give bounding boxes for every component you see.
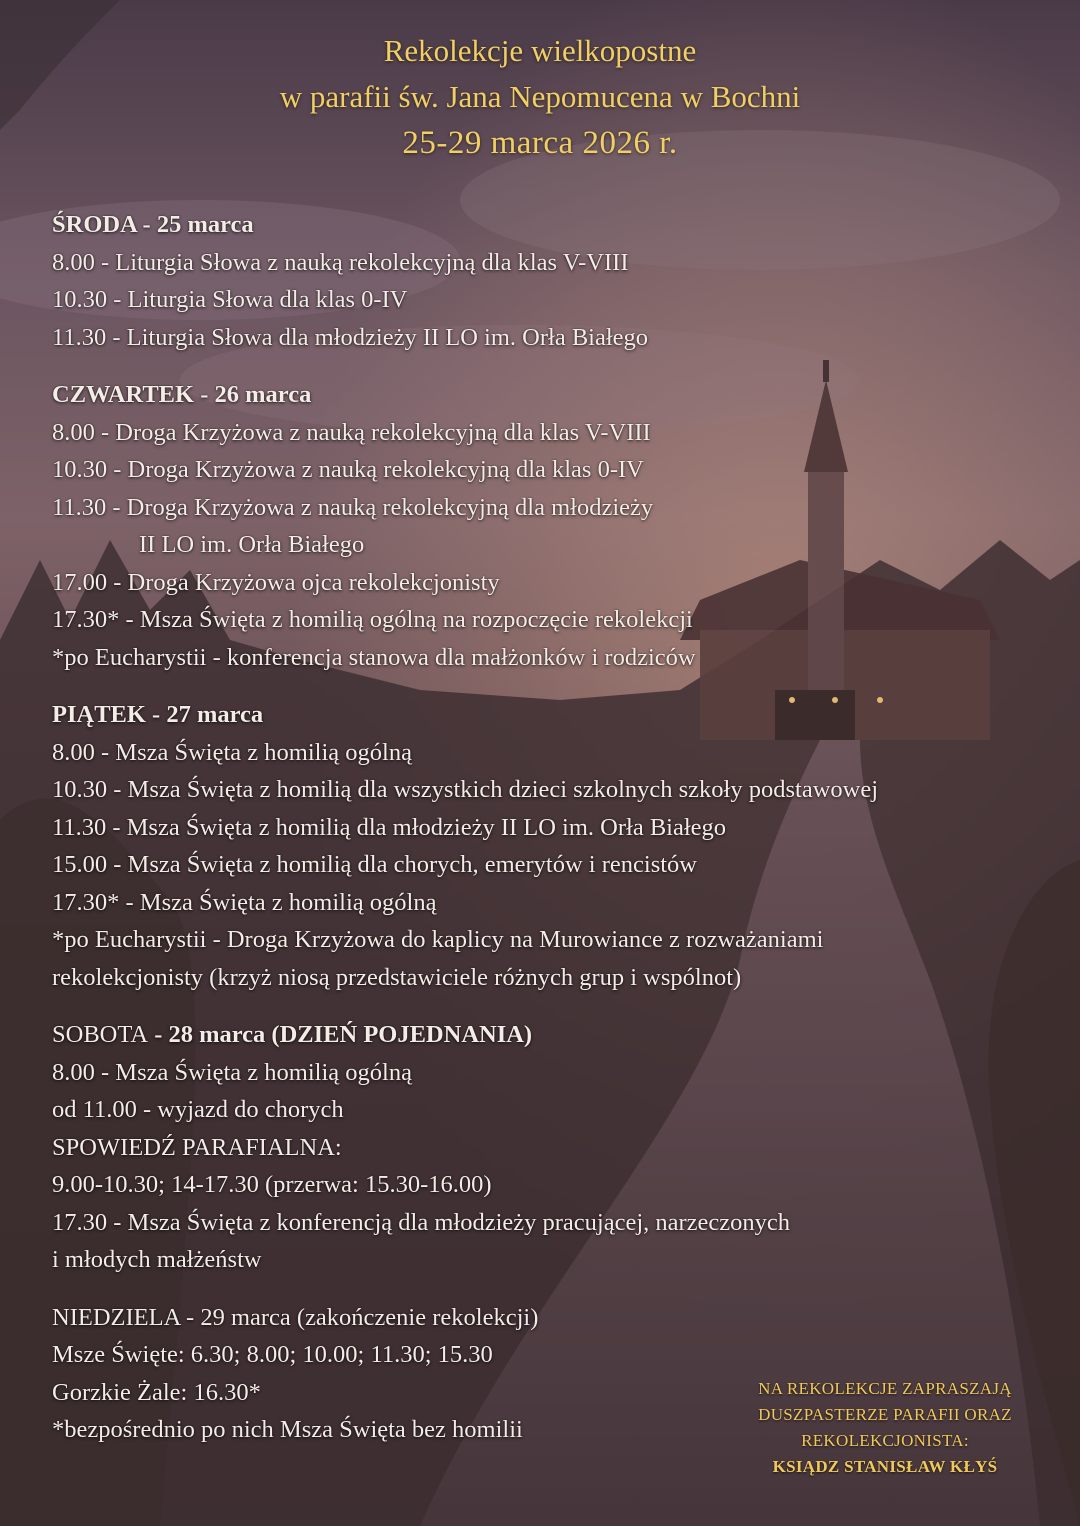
- schedule-note: *bezpośrednio po nich Msza Święta bez homilii: [52, 1416, 523, 1443]
- title-line-2: w parafii św. Jana Nepomucena w Bochni: [279, 79, 801, 114]
- schedule-item: 17.30* - Msza Święta z homilią ogólną: [52, 888, 437, 916]
- invite-line-2: DUSZPASTERZE PARAFII ORAZ: [758, 1405, 1012, 1424]
- day-piatek: [52, 696, 1042, 996]
- day-sroda: [52, 206, 1042, 356]
- invite-line-4: KSIĄDZ STANISŁAW KŁYŚ: [772, 1457, 998, 1476]
- confession-hours: 9.00-10.30; 14-17.30 (przerwa: 15.30-16.00): [52, 1171, 492, 1198]
- schedule-item: 11.30 - Droga Krzyżowa z nauką rekolekcyjną dla młodzieży: [52, 493, 654, 521]
- schedule-item: od 11.00 - wyjazd do chorych: [52, 1096, 344, 1123]
- day-heading: PIĄTEK - 27 marca: [52, 701, 264, 728]
- day-heading: ŚRODA - 25 marca: [52, 211, 254, 238]
- schedule-item: 15.00 - Msza Święta z homilią dla chorych, emerytów i rencistów: [52, 851, 697, 878]
- schedule-item: 17.30* - Msza Święta z homilią ogólną na rozpoczęcie rekolekcji: [52, 606, 693, 633]
- schedule-item: 10.30 - Liturgia Słowa dla klas 0-IV: [52, 286, 408, 313]
- day-heading-name: SOBOTA: [52, 1021, 149, 1048]
- schedule-note: *po Eucharystii - konferencja stanowa dla małżonków i rodziców: [52, 643, 696, 671]
- day-heading: [52, 1016, 1042, 1054]
- schedule-note: *po Eucharystii - Droga Krzyżowa do kaplicy na Murowiance z rozważaniami: [52, 926, 824, 953]
- schedule-item: 11.30 - Msza Święta z homilią dla młodzieży II LO im. Orła Białego: [52, 813, 727, 841]
- day-heading: NIEDZIELA - 29 marca (zakończenie rekolekcji): [52, 1303, 539, 1331]
- invite-line-3: REKOLEKCJONISTA:: [801, 1431, 969, 1450]
- confession-heading: SPOWIEDŹ PARAFIALNA:: [52, 1133, 342, 1161]
- day-czwartek: [52, 376, 1042, 676]
- schedule-item-continuation: II LO im. Orła Białego: [139, 531, 365, 558]
- schedule: [52, 206, 1042, 1469]
- schedule-item: Gorzkie Żale: 16.30*: [52, 1378, 261, 1406]
- schedule-item: 10.30 - Droga Krzyżowa z nauką rekolekcyjną dla klas 0-IV: [52, 456, 644, 483]
- invite-line-1: NA REKOLEKCJE ZAPRASZAJĄ: [758, 1379, 1012, 1398]
- day-sobota: [52, 1016, 1042, 1279]
- schedule-item-continuation: i młodych małżeństw: [52, 1246, 262, 1273]
- title-line-3: 25-29 marca 2026 r.: [402, 125, 678, 161]
- schedule-item: 8.00 - Msza Święta z homilią ogólną: [52, 738, 412, 766]
- schedule-item: 10.30 - Msza Święta z homilią dla wszystkich dzieci szkolnych szkoły podstawowej: [52, 776, 879, 803]
- invitation-note: [705, 1376, 1065, 1480]
- title-line-1: Rekolekcje wielkopostne: [383, 33, 697, 68]
- schedule-item: 17.00 - Droga Krzyżowa ojca rekolekcjonisty: [52, 568, 500, 596]
- schedule-item: 8.00 - Droga Krzyżowa z nauką rekolekcyjną dla klas V-VIII: [52, 418, 651, 446]
- schedule-item: 8.00 - Msza Święta z homilią ogólną: [52, 1058, 412, 1086]
- schedule-item: 17.30 - Msza Święta z konferencją dla młodzieży pracującej, narzeczonych: [52, 1208, 791, 1236]
- schedule-note-continuation: rekolekcjonisty (krzyż niosą przedstawiciele różnych grup i wspólnot): [52, 963, 742, 991]
- day-heading: CZWARTEK - 26 marca: [52, 381, 312, 408]
- schedule-item: Msze Święte: 6.30; 8.00; 10.00; 11.30; 15.30: [52, 1341, 493, 1368]
- schedule-item: 11.30 - Liturgia Słowa dla młodzieży II LO im. Orła Białego: [52, 323, 649, 351]
- day-heading-rest: - 28 marca (DZIEŃ POJEDNANIA): [148, 1021, 533, 1048]
- poster-title: [0, 28, 1080, 166]
- schedule-item: 8.00 - Liturgia Słowa z nauką rekolekcyjną dla klas V-VIII: [52, 248, 629, 276]
